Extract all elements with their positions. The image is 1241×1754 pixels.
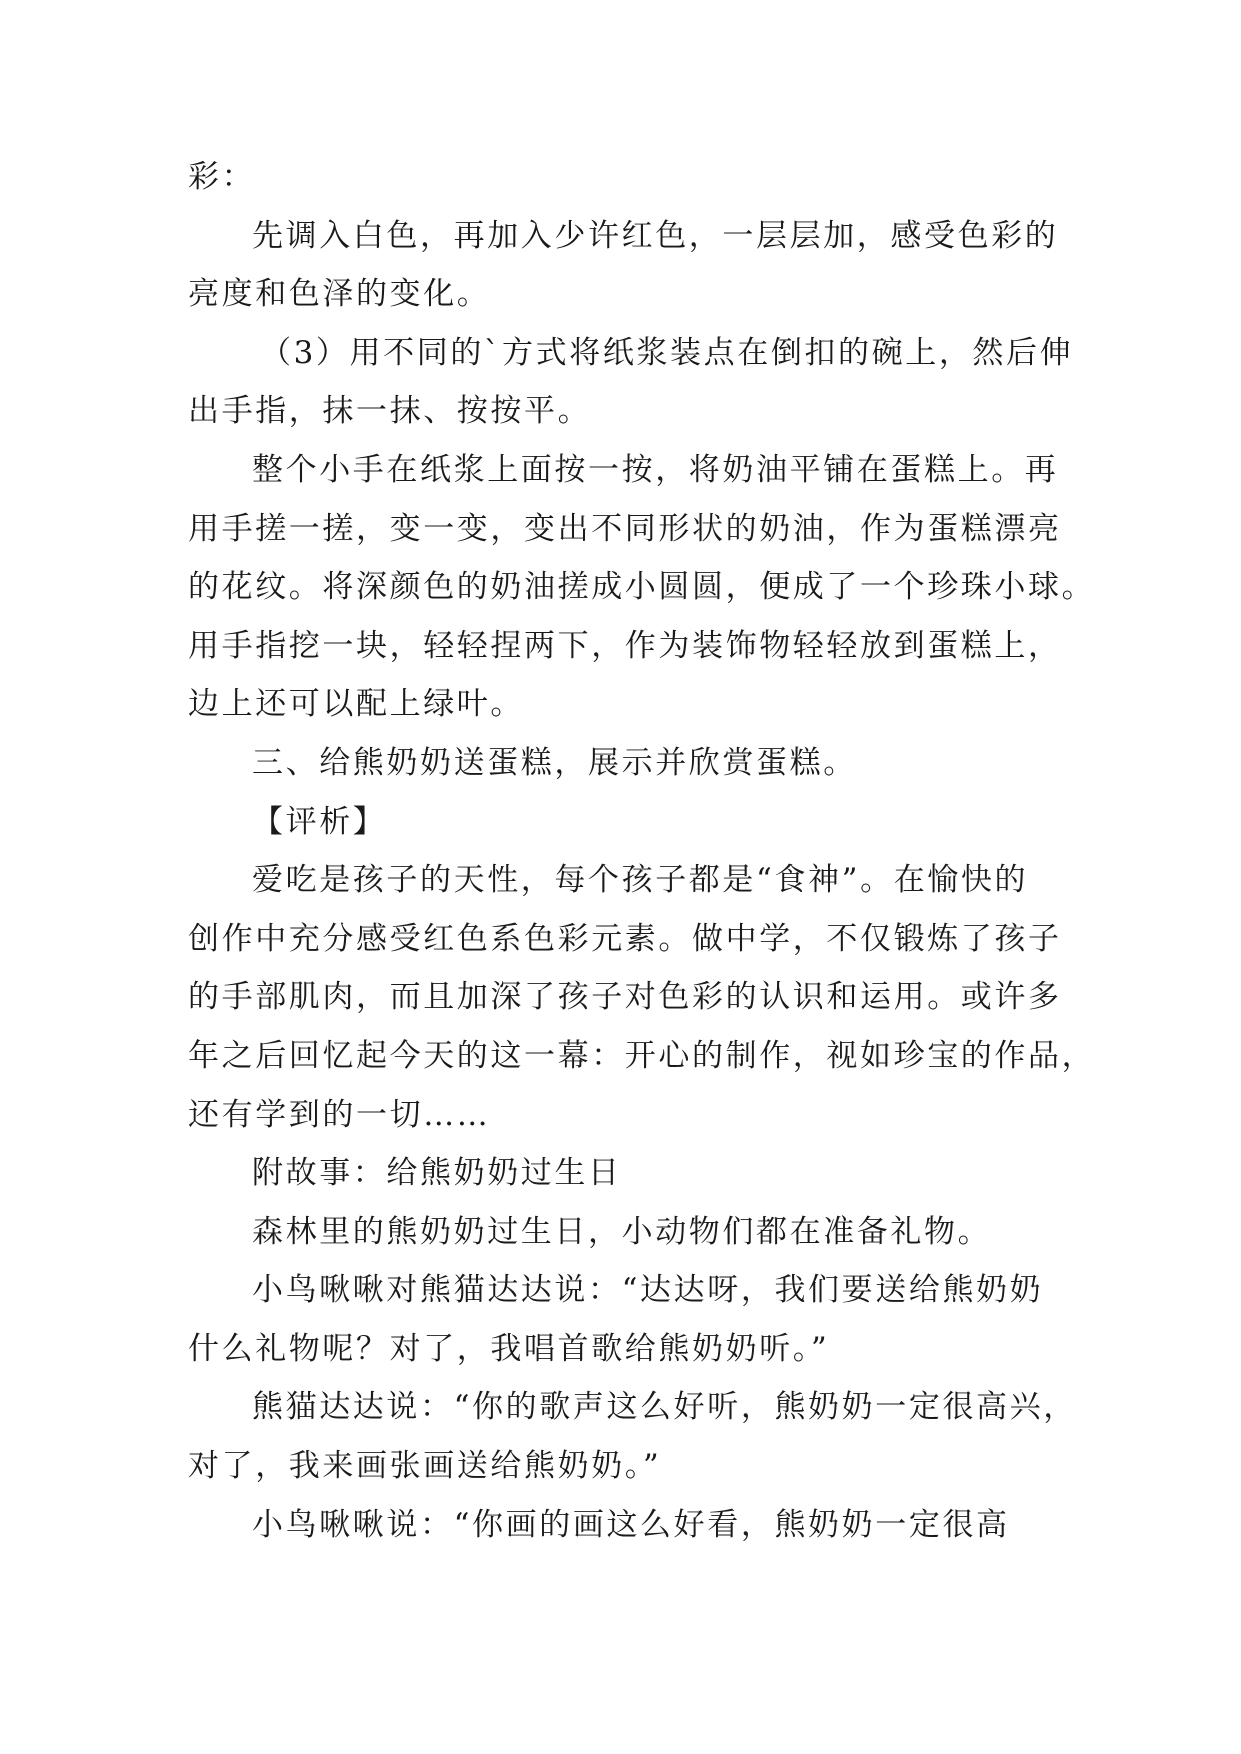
text-line: 出手指，抹一抹、按按平。	[188, 393, 592, 430]
section-heading: 三、给熊奶奶送蛋糕，展示并欣赏蛋糕。	[252, 744, 857, 781]
story-title: 附故事：给熊奶奶过生日	[252, 1155, 622, 1192]
text-line: 还有学到的一切……	[188, 1096, 491, 1133]
text-line: 对了，我来画张画送给熊奶奶。”	[188, 1448, 662, 1485]
text-line: 小鸟啾啾对熊猫达达说：“达达呀，我们要送给熊奶奶	[252, 1272, 1044, 1309]
text-line: 亮度和色泽的变化。	[188, 276, 491, 313]
text-line: 创作中充分感受红色系色彩元素。做中学，不仅锻炼了孩子	[188, 920, 1062, 957]
text-line: 森林里的熊奶奶过生日，小动物们都在准备礼物。	[252, 1213, 992, 1250]
text-line: 熊猫达达说：“你的歌声这么好听，熊奶奶一定很高兴，	[252, 1389, 1077, 1426]
text-line: 用手搓一搓，变一变，变出不同形状的奶油，作为蛋糕漂亮	[188, 510, 1062, 547]
text-line: 什么礼物呢？对了，我唱首歌给熊奶奶听。”	[188, 1330, 830, 1367]
text-line: 年之后回忆起今天的这一幕：开心的制作，视如珍宝的作品，	[188, 1037, 1096, 1074]
text-line: 边上还可以配上绿叶。	[188, 686, 524, 723]
text-line: 的花纹。将深颜色的奶油搓成小圆圆，便成了一个珍珠小球。	[188, 569, 1096, 606]
text-line: 彩：	[188, 159, 256, 195]
text-line: 小鸟啾啾说：“你画的画这么好看，熊奶奶一定很高	[252, 1506, 1010, 1543]
text-line: 爱吃是孩子的天性，每个孩子都是“食神”。在愉快的	[252, 862, 1029, 899]
text-line: 用手指挖一块，轻轻捏两下，作为装饰物轻轻放到蛋糕上，	[188, 627, 1062, 664]
text-line: 先调入白色，再加入少许红色，一层层加，感受色彩的	[252, 217, 1059, 254]
text-line: 的手部肌肉，而且加深了孩子对色彩的认识和运用。或许多	[188, 979, 1062, 1016]
text-line: （3）用不同的`方式将纸浆装点在倒扣的碗上，然后伸	[260, 334, 1074, 371]
text-body	[188, 148, 1096, 1554]
section-heading: 【评析】	[252, 803, 387, 840]
text-line: 整个小手在纸浆上面按一按，将奶油平铺在蛋糕上。再	[252, 451, 1059, 488]
